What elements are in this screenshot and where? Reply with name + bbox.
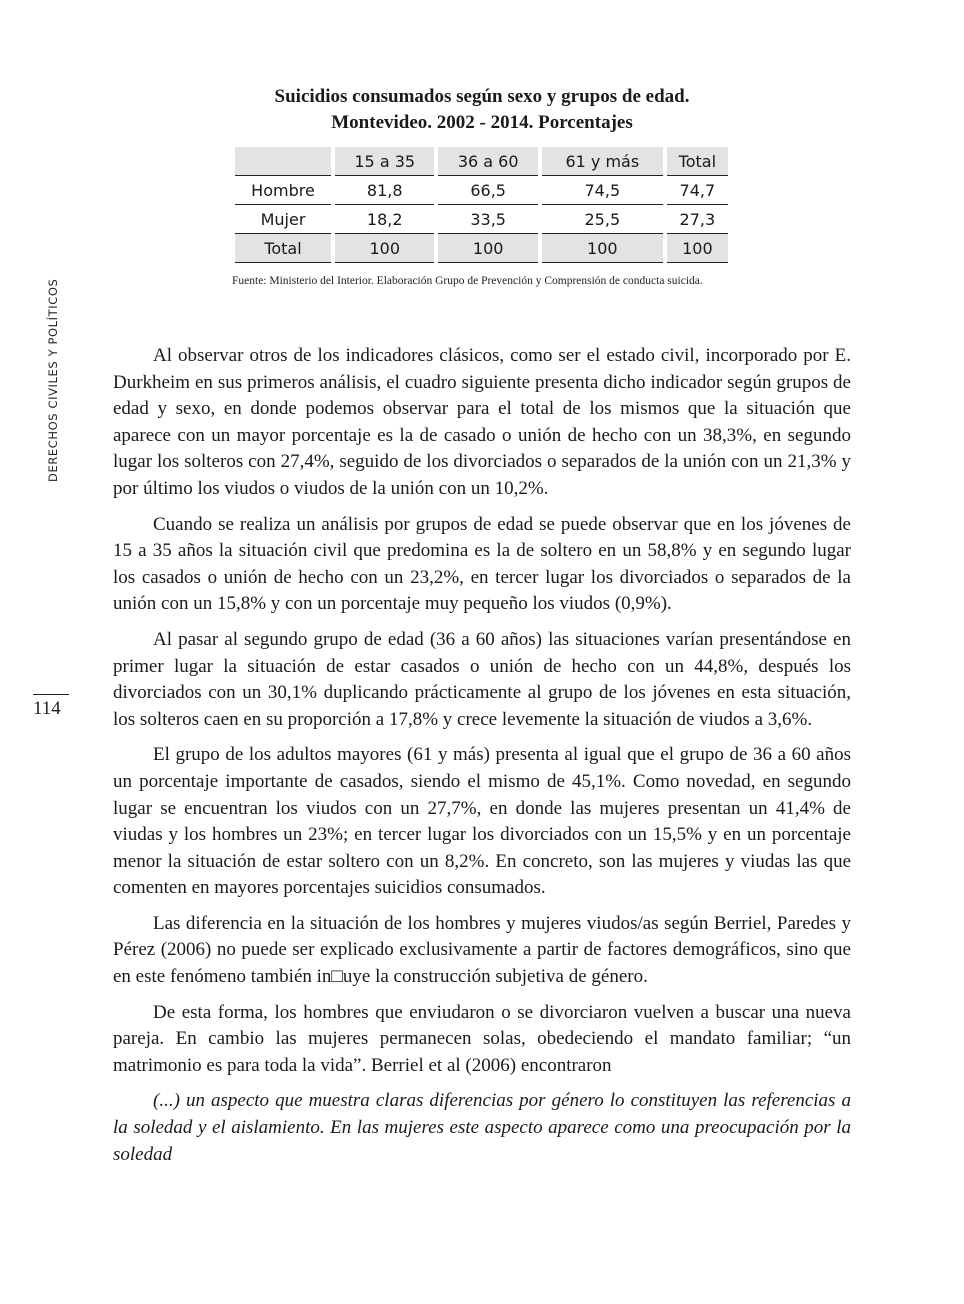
table-title-line-2: Montevideo. 2002 - 2014. Porcentajes: [331, 112, 633, 133]
table-header-row: [235, 147, 728, 176]
table-corner-cell: [235, 147, 331, 176]
column-header: 15 a 35: [335, 147, 434, 176]
row-label: Hombre: [235, 176, 331, 205]
row-label: Total: [235, 234, 331, 263]
column-header: 36 a 60: [438, 147, 537, 176]
column-header: 61 y más: [542, 147, 663, 176]
table-source-note: Fuente: Ministerio del Interior. Elaboración Grupo de Prevención y Comprensión de conducta suicida.: [232, 275, 703, 287]
table-caption: [180, 84, 784, 136]
column-header: Total: [667, 147, 728, 176]
paragraph: Al observar otros de los indicadores clásicos, como ser el estado civil, incorporado por E. Durkheim en sus primeros análisis, el cuadro siguiente presenta dicho indicador según grupos de edad y sexo, en donde podemos observar para el total de los mismos que la situación que aparece con un mayor porcentaje es la de casado o unión de hecho con un 38,3%, en segundo lugar los solteros con 27,4%, seguido de los divorciados o separados de la unión con un 21,3% y por último los viudos o viudos de la unión con un 10,2%.: [113, 345, 851, 499]
page-number-rule: [33, 694, 69, 695]
table-row: [235, 176, 728, 205]
paragraph: Las diferencia en la situación de los hombres y mujeres viudos/as según Berriel, Paredes y Pérez (2006) no puede ser explicado exclusivamente a partir de factores demográficos, sino que en este fenómeno también in□uye la construcción subjetiva de género.: [113, 912, 851, 988]
table-cell: 100: [335, 234, 434, 263]
table-row: [235, 205, 728, 234]
table-cell: 74,5: [542, 176, 663, 205]
paragraph: Al pasar al segundo grupo de edad (36 a 60 años) las situaciones varían presentándose en primer lugar la situación de estar casados o unión de hecho con un 44,8%, después los divorciados con un 30,1% duplicando prácticamente al grupo de los jóvenes en esta situación, los solteros caen en su proporción a 17,8% y crece levemente la situación de viudos a 3,6%.: [113, 628, 851, 730]
table-cell: 81,8: [335, 176, 434, 205]
table-cell: 100: [667, 234, 728, 263]
table-cell: 100: [438, 234, 537, 263]
table-title-line-1: Suicidios consumados según sexo y grupos de edad.: [274, 86, 690, 107]
paragraph: El grupo de los adultos mayores (61 y más) presenta al igual que el grupo de 36 a 60 años un porcentaje importante de casados, siendo el mismo de 45,1%. Como novedad, en segundo lugar se encuentran los viudos con un 27,7%, en donde las mujeres presentan un 41,4% de viudas y los hombres un 23%; en tercer lugar los divorciados con un 15,5% y en un porcentaje menor la situación de estar soltero con un 8,2%. En concreto, son las mujeres y viudas las que comenten en mayores porcentajes suicidios consumados.: [113, 744, 851, 899]
table-cell: 66,5: [438, 176, 537, 205]
running-section-label: DERECHOS CIVILES Y POLÍTICOS: [46, 278, 60, 482]
paragraph: Cuando se realiza un análisis por grupos de edad se puede observar que en los jóvenes de 15 a 35 años la situación civil que predomina es la de soltero en un 58,8% y en segundo lugar los casados o unión de hecho con un 23,2%, en tercer lugar los divorciados o separados de la unión con un 15,8% y con un porcentaje muy pequeño los viudos (0,9%).: [113, 513, 851, 615]
table-cell: 18,2: [335, 205, 434, 234]
table-cell: 27,3: [667, 205, 728, 234]
row-label: Mujer: [235, 205, 331, 234]
page-number: 114: [33, 698, 61, 719]
table-cell: 25,5: [542, 205, 663, 234]
paragraph: De esta forma, los hombres que enviudaron o se divorciaron vuelven a buscar una nueva pareja. En cambio las mujeres permanecen solas, obedeciendo el mandato familiar; “un matrimonio es para toda la vida”. Berriel et al (2006) encontraron: [113, 1001, 851, 1076]
block-quote: (...) un aspecto que muestra claras diferencias por género lo constituyen las referencias a la soledad y el aislamiento. En las mujeres este aspecto aparece como una preocupación por la soledad: [113, 1090, 851, 1165]
table-cell: 100: [542, 234, 663, 263]
table-cell: 33,5: [438, 205, 537, 234]
table-total-row: [235, 234, 728, 263]
body-text: [113, 343, 851, 1177]
suicide-stats-table: [231, 147, 732, 263]
table-cell: 74,7: [667, 176, 728, 205]
